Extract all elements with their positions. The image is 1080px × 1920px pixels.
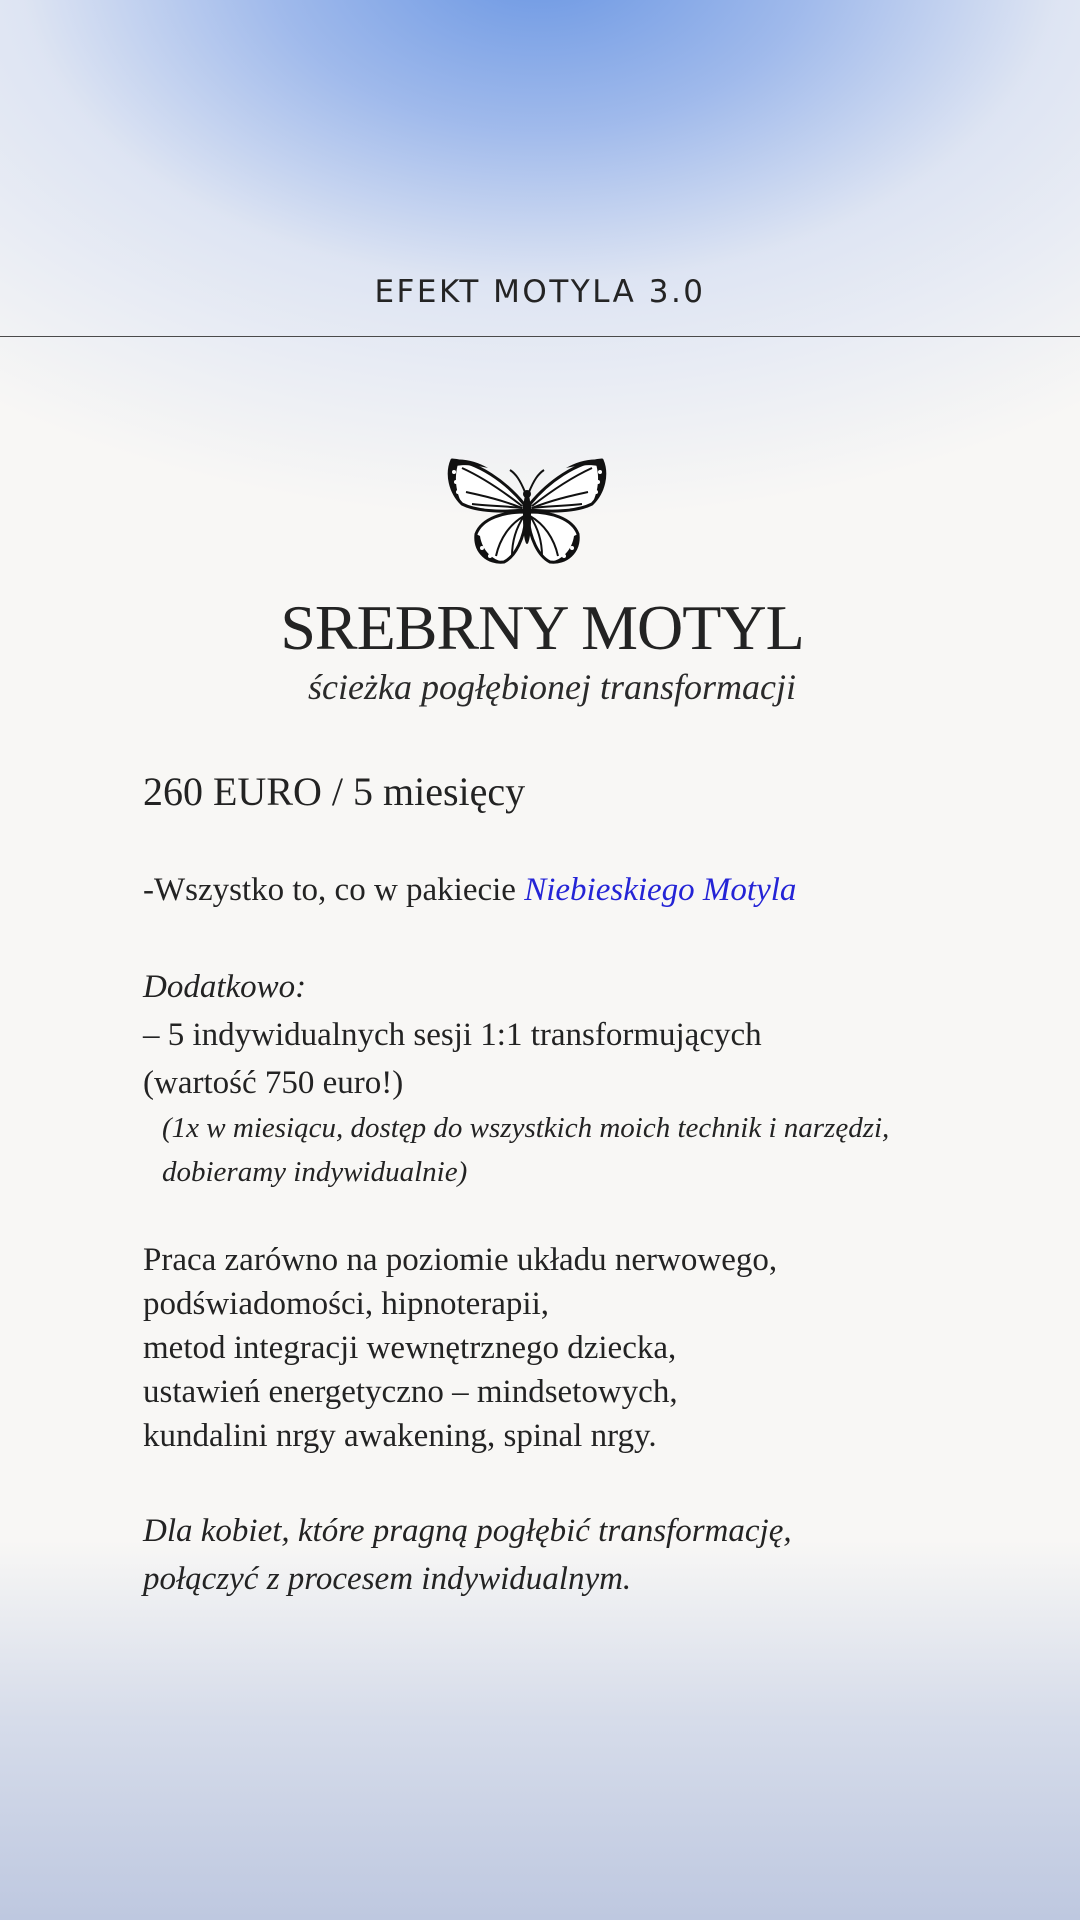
work-line: ustawień energetyczno – mindsetowych, [143,1374,678,1410]
work-line: metod integracji wewnętrznego dziecka, [143,1330,677,1366]
butterfly-icon [444,452,610,568]
sessions-line-2: (wartość 750 euro!) [143,1065,404,1101]
work-line: podświadomości, hipnoterapii, [143,1286,550,1322]
price: 260 EURO / 5 miesięcy [143,769,526,814]
work-line: Praca zarówno na poziomie układu nerwowego, [143,1242,778,1278]
product-title: SREBRNY MOTYL [280,592,804,663]
niebieski-motyl-link[interactable]: Niebieskiego Motyla [524,872,797,908]
sessions-note-1: (1x w miesiącu, dostęp do wszystkich moich technik i narzędzi, [162,1112,890,1144]
package-includes [143,868,796,912]
additional-label: Dodatkowo: [143,969,307,1005]
closing-line-2: połączyć z procesem indywidualnym. [143,1561,632,1597]
header-title: EFEKT MOTYLA 3.0 [374,274,706,310]
closing-line-1: Dla kobiet, które pragną pogłębić transformację, [143,1513,792,1549]
header-divider [0,336,1080,337]
sessions-note-2: dobieramy indywidualnie) [162,1156,468,1188]
sessions-line-1: – 5 indywidualnych sesji 1:1 transformujących [143,1017,762,1053]
package-includes-text: -Wszystko to, co w pakiecie [143,872,525,908]
product-subtitle: ścieżka pogłębionej transformacji [308,667,796,707]
work-line: kundalini nrgy awakening, spinal nrgy. [143,1418,657,1454]
